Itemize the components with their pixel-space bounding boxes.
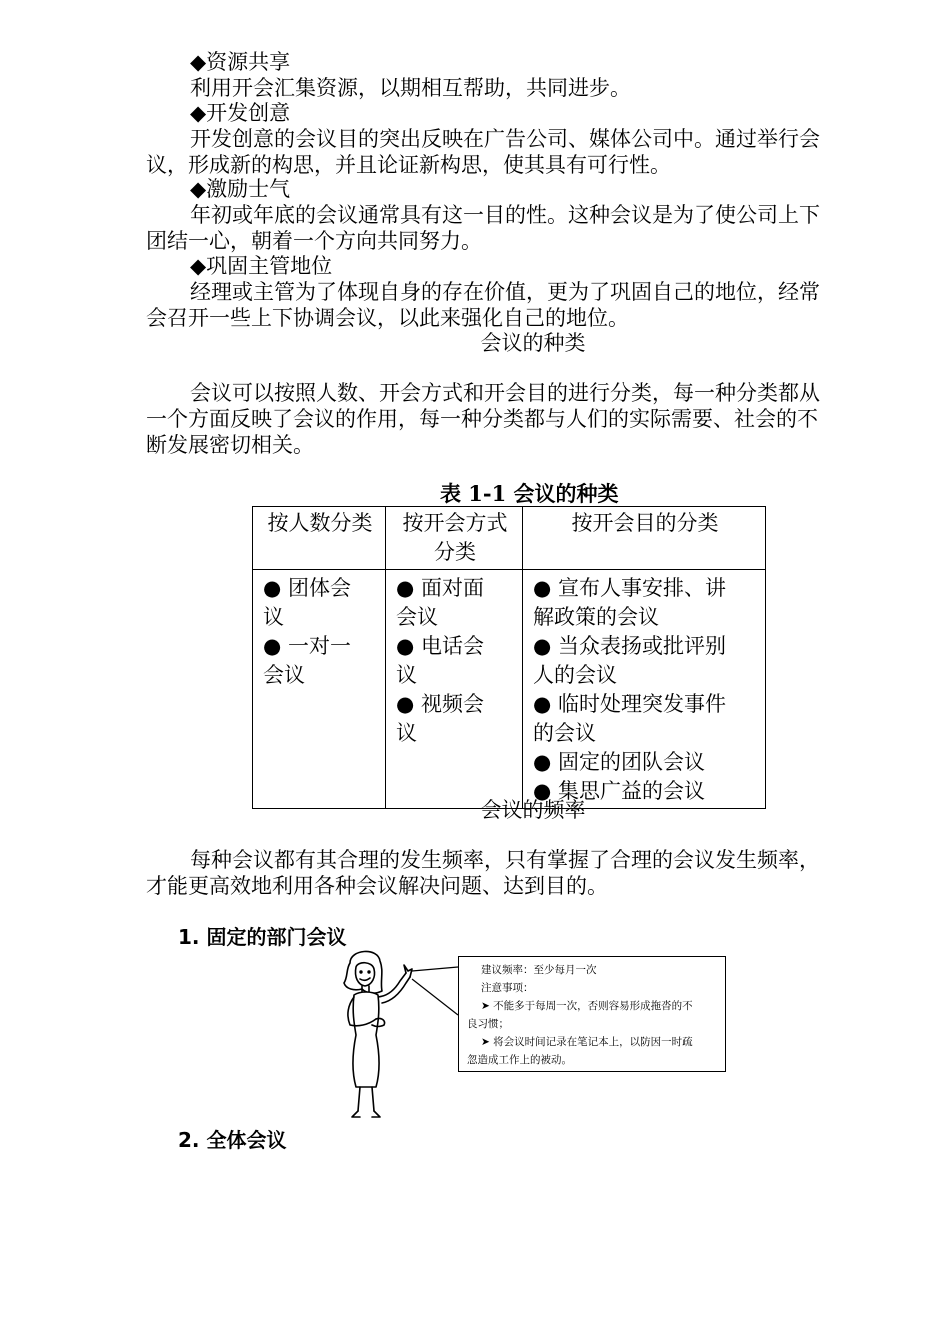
callout-line: 良习惯；: [467, 1018, 509, 1030]
callout-line: 建议频率：至少每月一次: [481, 964, 597, 976]
callout-line: 忽造成工作上的被动。: [467, 1054, 572, 1066]
meeting1-title: 1. 固定的部门会议: [178, 925, 347, 949]
cell-text: ● 临时处理突发事件: [533, 692, 726, 716]
meeting2-title: 2. 全体会议: [178, 1128, 287, 1152]
section-body-line: 年初或年底的会议通常具有这一目的性。这种会议是为了使公司上下: [190, 203, 820, 227]
cell-text: 议: [396, 721, 417, 745]
table-cell-by-method: [386, 570, 523, 809]
kinds-paragraph-line: 断发展密切相关。: [146, 433, 314, 457]
meeting1-callout-box: [458, 956, 726, 1072]
cell-text: ● 电话会: [396, 634, 484, 658]
table-header-by-size: [253, 507, 386, 570]
frequency-paragraph-line: 每种会议都有其合理的发生频率，只有掌握了合理的会议发生频率，: [190, 848, 820, 872]
kinds-paragraph-line: 会议可以按照人数、开会方式和开会目的进行分类，每一种分类都从: [190, 381, 820, 405]
table-header-by-method: [386, 507, 523, 570]
header-text: 按开会目的分类: [571, 511, 719, 535]
table-header-row: [253, 507, 766, 570]
cell-text: ● 宣布人事安排、讲: [533, 576, 726, 600]
frequency-title: 会议的频率: [480, 798, 586, 822]
cell-text: ● 固定的团队会议: [533, 750, 705, 774]
callout-line: 注意事项：: [481, 982, 534, 994]
meeting-kinds-table: [252, 506, 766, 809]
cell-text: 人的会议: [533, 663, 617, 687]
table-cell-by-size: [253, 570, 386, 809]
cell-text: 议: [396, 663, 417, 687]
section-heading-morale: ◆激励士气: [190, 177, 291, 201]
header-text: 分类: [434, 540, 476, 564]
table-caption: 表 1-1 会议的种类: [440, 481, 619, 506]
cell-text: ● 集思广益的会议: [533, 779, 705, 803]
callout-line: ➤ 将会议时间记录在笔记本上，以防因一时疏: [481, 1036, 693, 1048]
cell-text: 会议: [396, 605, 438, 629]
section-heading-resource-sharing: ◆资源共享: [190, 50, 291, 74]
cell-text: 会议: [263, 663, 305, 687]
table-cell-by-purpose: [523, 570, 766, 809]
cell-text: ● 面对面: [396, 576, 484, 600]
cell-text: ● 团体会: [263, 576, 351, 600]
table-header-by-purpose: [523, 507, 766, 570]
presenter-woman-illustration: [320, 945, 460, 1123]
section-body-line: 利用开会汇集资源，以期相互帮助，共同进步。: [190, 76, 631, 100]
section-body-line: 经理或主管为了体现自身的存在价值，更为了巩固自己的地位，经常: [190, 280, 820, 304]
header-text: 按人数分类: [267, 511, 373, 535]
cell-text: 议: [263, 605, 284, 629]
section-body-line: 会召开一些上下协调会议，以此来强化自己的地位。: [146, 306, 629, 330]
cell-text: ● 视频会: [396, 692, 484, 716]
cell-text: 的会议: [533, 721, 596, 745]
section-heading-creativity: ◆开发创意: [190, 101, 291, 125]
cell-text: ● 当众表扬或批评别: [533, 634, 726, 658]
frequency-paragraph-line: 才能更高效地利用各种会议解决问题、达到目的。: [146, 874, 608, 898]
table-row: [253, 570, 766, 809]
cell-text: ● 一对一: [263, 634, 351, 658]
header-text: 按开会方式: [402, 511, 508, 535]
callout-line: ➤ 不能多于每周一次，否则容易形成拖沓的不: [481, 1000, 693, 1012]
cell-text: 解政策的会议: [533, 605, 659, 629]
section-body-line: 团结一心，朝着一个方向共同努力。: [146, 229, 482, 253]
kinds-title: 会议的种类: [480, 331, 586, 355]
section-heading-authority: ◆巩固主管地位: [190, 254, 333, 278]
kinds-paragraph-line: 一个方面反映了会议的作用，每一种分类都与人们的实际需要、社会的不: [146, 407, 818, 431]
section-body-line: 议，形成新的构思，并且论证新构思，使其具有可行性。: [146, 153, 671, 177]
section-body-line: 开发创意的会议目的突出反映在广告公司、媒体公司中。通过举行会: [190, 127, 820, 151]
